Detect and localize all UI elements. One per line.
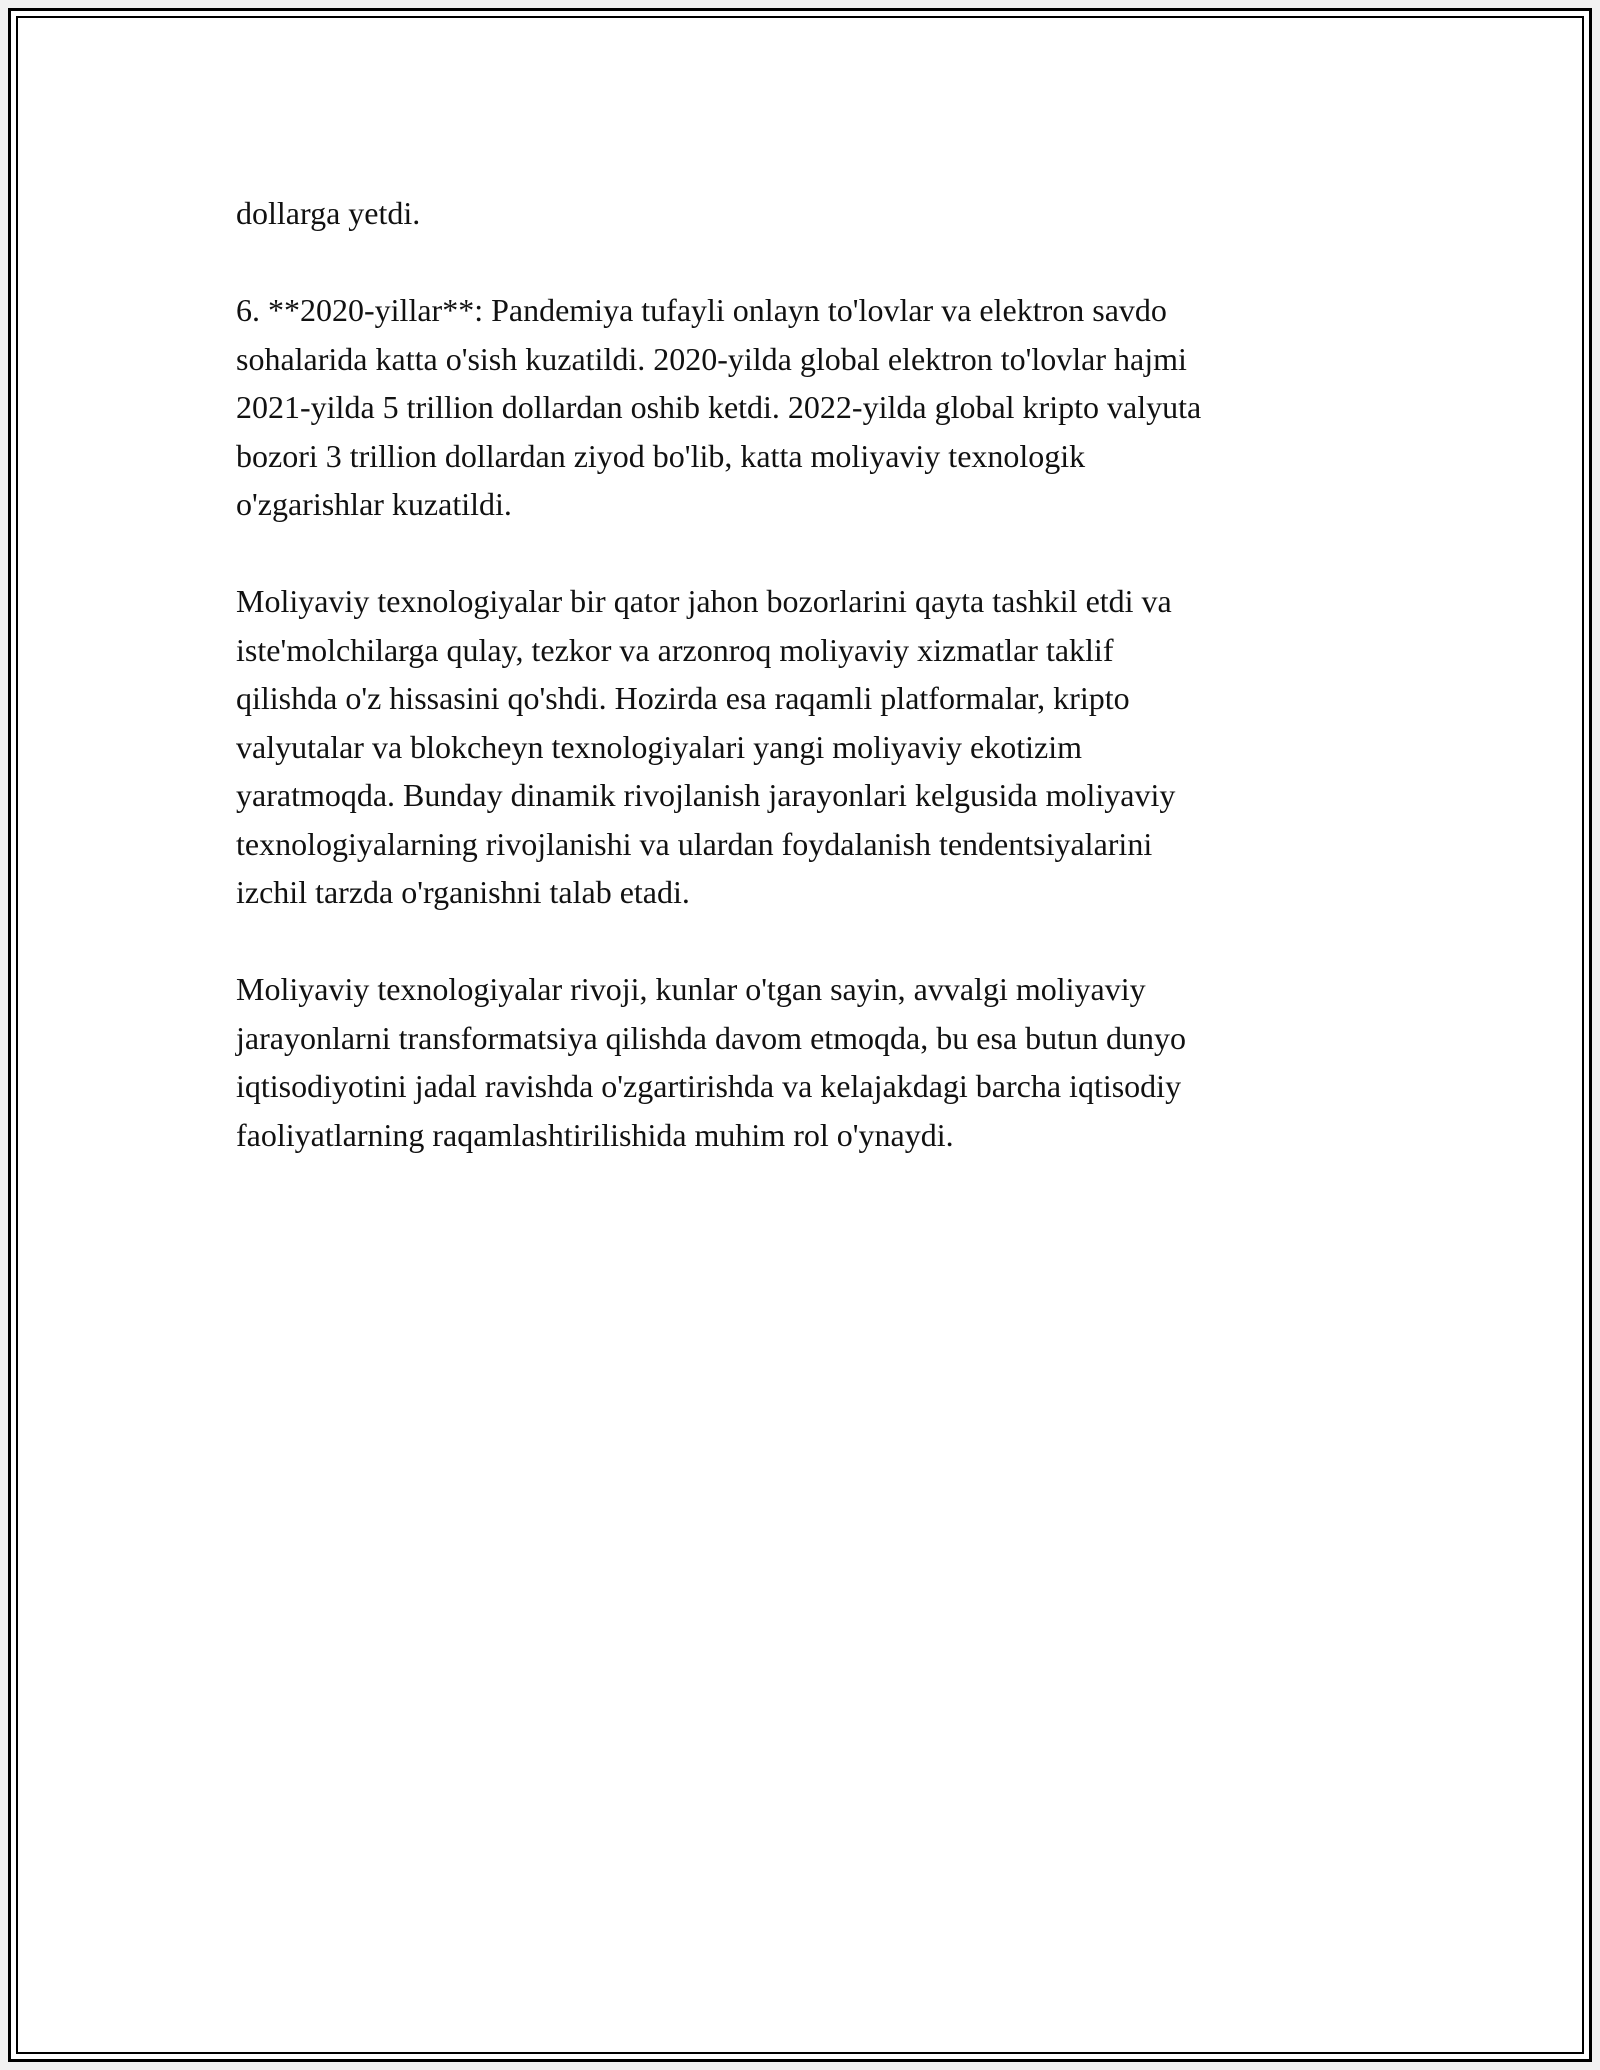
text-line: valyutalar va blokcheyn texnologiyalari yangi moliyaviy ekotizim [236, 728, 1082, 765]
text-line: faoliyatlarning raqamlashtirilishida muhim rol o'ynaydi. [236, 1116, 954, 1153]
text-line: texnologiyalarning rivojlanishi va ulardan foydalanish tendentsiyalarini [236, 825, 1153, 862]
text-line: iste'molchilarga qulay, tezkor va arzonroq moliyaviy xizmatlar taklif [236, 631, 1114, 668]
text-line: 2021-yilda 5 trillion dollardan oshib ketdi. 2022-yilda global kripto valyuta [236, 389, 1202, 425]
text-line: Moliyaviy texnologiyalar rivoji, kunlar o'tgan sayin, avvalgi moliyaviy [236, 971, 1146, 1007]
text-line: dollarga yetdi. [236, 195, 421, 231]
paragraph-3 [236, 577, 1371, 917]
paragraph-2 [236, 286, 1371, 529]
text-line: sohalarida katta o'sish kuzatildi. 2020-yilda global elektron to'lovlar hajmi [236, 340, 1187, 377]
text-line: yaratmoqda. Bunday dinamik rivojlanish jarayonlari kelgusida moliyaviy [236, 777, 1176, 813]
text-line: izchil tarzda o'rganishni talab etadi. [236, 874, 690, 910]
text-line: bozori 3 trillion dollardan ziyod bo'lib, katta moliyaviy texnologik [236, 437, 1086, 474]
document-page [8, 8, 1592, 2062]
text-line: o'zgarishlar kuzatildi. [236, 486, 512, 522]
text-line: Moliyaviy texnologiyalar bir qator jahon bozorlarini qayta tashkil etdi va [236, 583, 1172, 619]
text-line: 6. **2020-yillar**: Pandemiya tufayli onlayn to'lovlar va elektron savdo [236, 292, 1167, 328]
paragraph-4 [236, 965, 1371, 1159]
document-body [236, 189, 1371, 1208]
paragraph-1 [236, 189, 1371, 238]
text-line: qilishda o'z hissasini qo'shdi. Hozirda esa raqamli platformalar, kripto [236, 680, 1130, 716]
text-line: iqtisodiyotini jadal ravishda o'zgartirishda va kelajakdagi barcha iqtisodiy [236, 1068, 1182, 1104]
text-line: jarayonlarni transformatsiya qilishda davom etmoqda, bu esa butun dunyo [236, 1019, 1186, 1056]
